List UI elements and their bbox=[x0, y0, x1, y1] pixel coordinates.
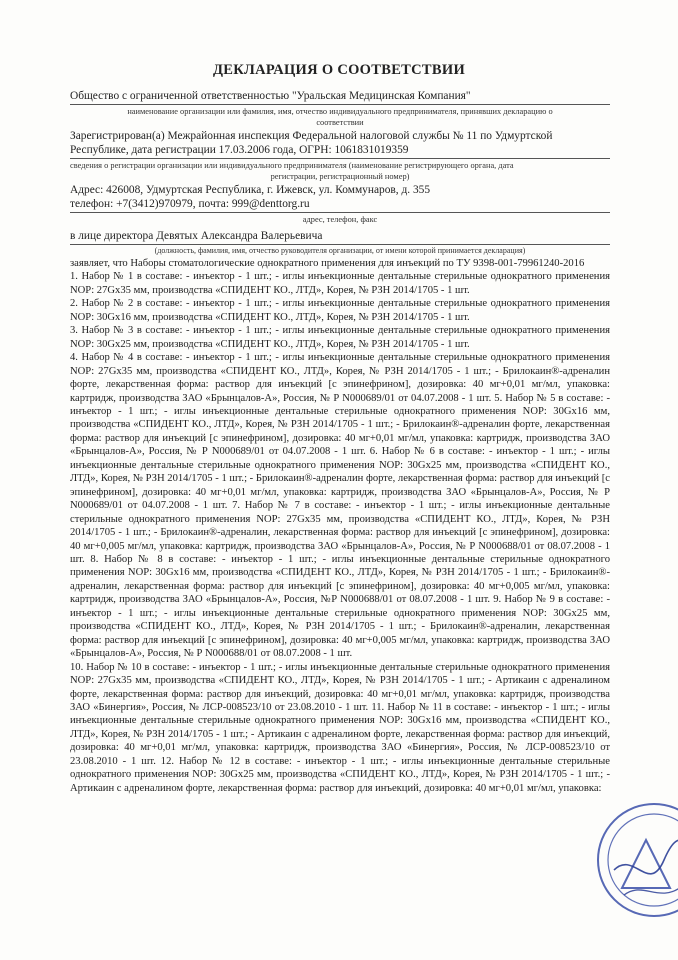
org-caption-line-2: соответствии bbox=[316, 118, 364, 127]
registration-caption bbox=[70, 160, 610, 182]
registration-caption-line-2: регистрации, регистрационный номер) bbox=[270, 172, 410, 181]
registration-caption-line-1: сведения о регистрации организации или индивидуального предпринимателя (наименование регистрирующего органа, дата bbox=[70, 161, 514, 170]
body-paragraph-sets-10-12: 10. Набор № 10 в составе: - инъектор - 1 шт.; - иглы инъекционные дентальные стерильные однократного применения NOP: 27Gx35 мм, производства «СПИДЕНТ КО., ЛТД», Корея, № РЗН 2014/1705 - 1 шт.; - Артикаин с адреналином форте, лекарственная форма: раствор для инъекций, дозировка: 40 мг+0,01 мг/мл, упаковка: картридж, производства ЗАО «Бинергия», Россия, № ЛСР-008523/10 от 23.08.2010 - 1 шт. 11. Набор № 11 в составе: - инъектор - 1 шт.; - иглы инъекционные дентальные стерильные однократного применения NOP: 30Gx16 мм, производства «СПИДЕНТ КО., ЛТД», Корея, № РЗН 2014/1705 - 1 шт.; - Артикаин с адреналином форте, лекарственная форма: раствор для инъекций, дозировка: 40 мг+0,01 мг/мл, упаковка: картридж, производства ЗАО «Бинергия», Россия, № ЛСР-008523/10 от 23.08.2010 - 1 шт. 12. Набор № 12 в составе: - инъектор - 1 шт.; - иглы инъекционные дентальные стерильные однократного применения NOP: 30Gx25 мм, производства «СПИДЕНТ КО., ЛТД», Корея, № РЗН 2014/1705 - 1 шт.; - Артикаин с адреналином форте, лекарственная форма: раствор для инъекций, дозировка: 40 мг+0,01 мг/мл, упаковка: bbox=[70, 661, 610, 794]
contact-line: телефон: +7(3412)970979, почта: 999@denttorg.ru bbox=[70, 198, 310, 210]
registration-rule bbox=[70, 158, 610, 159]
page-title: ДЕКЛАРАЦИЯ О СООТВЕТСТВИИ bbox=[212, 62, 466, 78]
registration-line-1: Зарегистрирован(а) Межрайонная инспекция Федеральной налоговой службы № 11 по Удмуртской bbox=[70, 130, 553, 142]
org-name: Общество с ограниченной ответственностью "Уральская Медицинская Компания" bbox=[70, 90, 471, 102]
body-paragraph-sets-4-9: 4. Набор № 4 в составе: - инъектор - 1 шт.; - иглы инъекционные дентальные стерильные однократного применения NOP: 27Gx35 мм, производства «СПИДЕНТ КО., ЛТД», Корея, № РЗН 2014/1705 - 1 шт.; - Брилокаин®-адреналин форте, лекарственная форма: раствор для инъекций [с эпинефрином], дозировка: 40 мг+0,01 мг/мл, упаковка: картридж, производства ЗАО «Брынцалов-А», Россия, № Р N000689/01 от 04.07.2008 - 1 шт. 5. Набор № 5 в составе: - инъектор - 1 шт.; - иглы инъекционные дентальные стерильные однократного применения NOP: 30Gx16 мм, производства «СПИДЕНТ КО., ЛТД», Корея, № РЗН 2014/1705 - 1 шт.; - Брилокаин®-адреналин форте, лекарственная форма: раствор для инъекций [с эпинефрином], дозировка: 40 мг+0,01 мг/мл, упаковка: картридж, производства ЗАО «Брынцалов-А», Россия, № Р N000689/01 от 04.07.2008 - 1 шт. 6. Набор № 6 в составе: - инъектор - 1 шт.; - иглы инъекционные дентальные стерильные однократного применения NOP: 30Gx25 мм, производства «СПИДЕНТ КО., ЛТД», Корея, № РЗН 2014/1705 - 1 шт.; - Брилокаин®-адреналин форте, лекарственная форма: раствор для инъекций [с эпинефрином], дозировка: 40 мг+0,01 мг/мл, упаковка: картридж, производства ЗАО «Брынцалов-А», Россия, № Р N000689/01 от 04.07.2008 - 1 шт. 7. Набор № 7 в составе: - инъектор - 1 шт.; - иглы инъекционные дентальные стерильные однократного применения NOP: 27Gx35 мм, производства «СПИДЕНТ КО., ЛТД», Корея, № РЗН 2014/1705 - 1 шт.; - Брилокаин®-адреналин, лекарственная форма: раствор для инъекций [с эпинефрином], дозировка: 40 мг+0,005 мг/мл, упаковка: картридж, производства ЗАО «Брынцалов-А», Россия, № Р N000688/01 от 08.07.2008 - 1 шт. 8. Набор № 8 в составе: - инъектор - 1 шт.; - иглы инъекционные дентальные стерильные однократного применения NOP: 30Gx16 мм, производства «СПИДЕНТ КО., ЛТД», Корея, № РЗН 2014/1705 - 1 шт.; - Брилокаин®-адреналин, лекарственная форма: раствор для инъекций [с эпинефрином], дозировка: 40 мг+0,005 мг/мл, упаковка: картридж, производства ЗАО «Брынцалов-А», Россия, №Р N000688/01 от 08.07.2008 - 1 шт. 9. Набор № 9 в составе: - инъектор - 1 шт.; - иглы инъекционные дентальные стерильные однократного применения NOP: 30Gx25 мм, производства «СПИДЕНТ КО., ЛТД», Корея, № РЗН 2014/1705 - 1 шт.; - Брилокаин®-адреналин, лекарственная форма: раствор для инъекций [с эпинефрином], дозировка: 40 мг+0,005 мг/мл, упаковка: картридж, производства ЗАО «Брынцалов-А», Россия, № Р N000688/01 от 08.07.2008 - 1 шт. bbox=[70, 352, 610, 660]
person-caption: (должность, фамилия, имя, отчество руководителя организации, от имени которой принимается декларация) bbox=[154, 246, 526, 255]
person-line: в лице директора Девятых Александра Валерьевича bbox=[70, 230, 323, 242]
body-paragraph-set-3: 3. Набор № 3 в составе: - инъектор - 1 шт.; - иглы инъекционные дентальные стерильные однократного применения NOP: 30Gx25 мм, производства «СПИДЕНТ КО., ЛТД», Корея, № РЗН 2014/1705 - 1 шт. bbox=[70, 325, 610, 350]
contact-caption: адрес, телефон, факс bbox=[302, 215, 378, 224]
body-paragraph-set-1: 1. Набор № 1 в составе: - инъектор - 1 шт.; - иглы инъекционные дентальные стерильные однократного применения NOP: 27Gx35 мм, производства «СПИДЕНТ КО., ЛТД», Корея, № РЗН 2014/1705 - 1 шт. bbox=[70, 271, 610, 296]
contact-rule bbox=[70, 212, 610, 213]
org-caption-line-1: наименование организации или фамилия, имя, отчество индивидуального предпринимателя, принявших декларацию о bbox=[127, 107, 553, 116]
registration-line-2: Республике, дата регистрации 17.03.2006 года, ОГРН: 1061831019359 bbox=[70, 144, 409, 156]
address-line: Адрес: 426008, Удмуртская Республика, г. Ижевск, ул. Коммунаров, д. 355 bbox=[70, 184, 431, 196]
company-seal bbox=[594, 800, 678, 920]
org-caption bbox=[70, 106, 610, 128]
body-paragraph-intro: заявляет, что Наборы стоматологические однократного применения для инъекций по ТУ 9398-001-79961240-2016 bbox=[70, 258, 585, 269]
org-name-rule bbox=[70, 104, 610, 105]
declaration-body bbox=[70, 257, 610, 795]
body-paragraph-set-2: 2. Набор № 2 в составе: - инъектор - 1 шт.; - иглы инъекционные дентальные стерильные однократного применения NOP: 30Gx16 мм, производства «СПИДЕНТ КО., ЛТД», Корея, № РЗН 2014/1705 - 1 шт. bbox=[70, 298, 610, 323]
